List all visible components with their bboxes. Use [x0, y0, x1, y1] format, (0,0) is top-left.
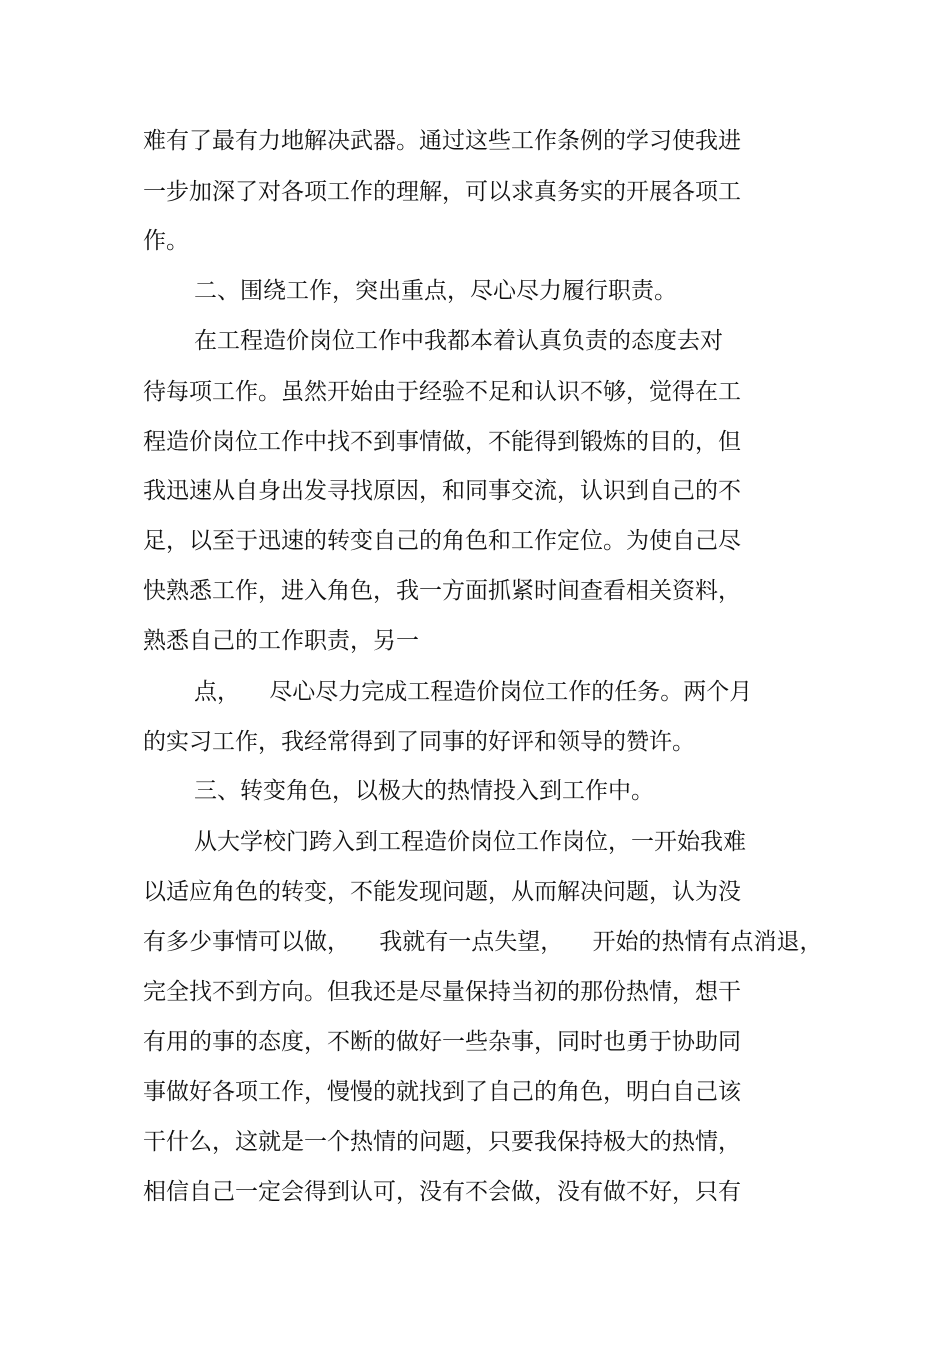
body-text-line: 快熟悉工作，进入角色，我一方面抓紧时间查看相关资料， [143, 578, 741, 604]
body-text-line: 难有了最有力地解决武器。通过这些工作条例的学习使我进 [143, 128, 741, 154]
body-text-line: 事做好各项工作，慢慢的就找到了自己的角色，明白自己该 [143, 1079, 741, 1105]
body-text-line: 足，以至于迅速的转变自己的角色和工作定位。为使自己尽 [143, 528, 741, 554]
body-text-line: 一步加深了对各项工作的理解，可以求真务实的开展各项工 [143, 179, 741, 205]
body-text-line: 的实习工作，我经常得到了同事的好评和领导的赞许。 [143, 729, 695, 755]
body-text-line: 以适应角色的转变，不能发现问题，从而解决问题，认为没 [143, 879, 741, 905]
section-heading: 三、转变角色，以极大的热情投入到工作中。 [194, 778, 654, 804]
body-text-line: 相信自己一定会得到认可，没有不会做，没有做不好，只有 [143, 1179, 741, 1205]
body-text-line: 作。 [143, 228, 189, 254]
body-text-line: 熟悉自己的工作职责，另一 [143, 628, 419, 654]
body-text-line: 完全找不到方向。但我还是尽量保持当初的那份热情，想干 [143, 979, 741, 1005]
body-text-line: 有用的事的态度，不断的做好一些杂事，同时也勇于协助同 [143, 1029, 741, 1055]
body-text-line: 我迅速从自身出发寻找原因，和同事交流，认识到自己的不 [143, 478, 741, 504]
paragraph-first-line: 从大学校门跨入到工程造价岗位工作岗位，一开始我难 [194, 829, 746, 855]
body-text-line: 待每项工作。虽然开始由于经验不足和认识不够，觉得在工 [143, 379, 741, 405]
body-text-line: 程造价岗位工作中找不到事情做，不能得到锻炼的目的，但 [143, 429, 741, 455]
paragraph-first-line: 在工程造价岗位工作中我都本着认真负责的态度去对 [194, 328, 723, 354]
paragraph-first-line: 点， 尽心尽力完成工程造价岗位工作的任务。两个月 [194, 679, 753, 705]
body-text-line: 干什么，这就是一个热情的问题，只要我保持极大的热情， [143, 1129, 741, 1155]
section-heading: 二、围绕工作，突出重点，尽心尽力履行职责。 [194, 278, 677, 304]
body-text-line: 有多少事情可以做， 我就有一点失望， 开始的热情有点消退， [143, 929, 823, 955]
